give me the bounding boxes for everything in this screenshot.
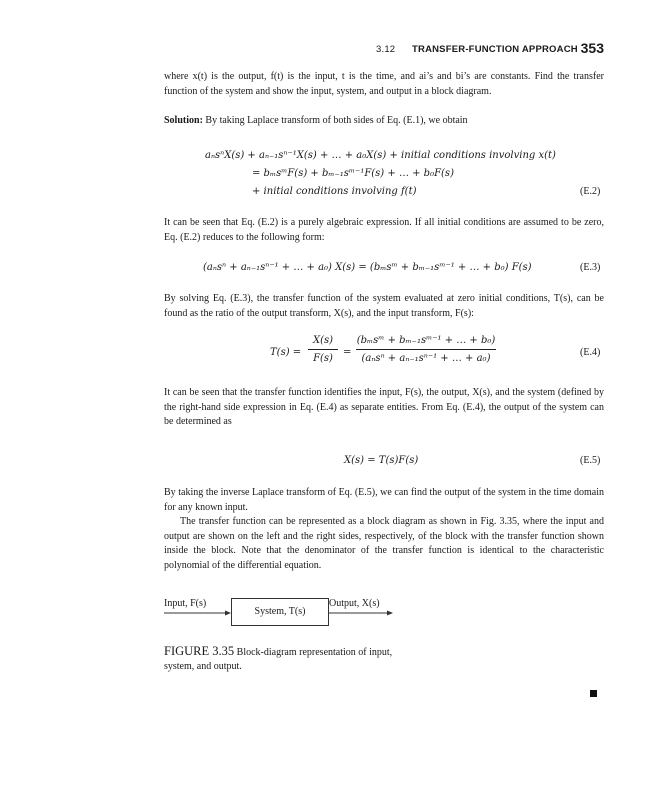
e4-denominator-1: F(s) (313, 353, 333, 364)
paragraph-problem-statement: where x(t) is the output, f(t) is the input, t is the time, and ai’s and bi’s are constants. Find the transfer function of the system and show the input, system, and output in a block diagram. (164, 71, 604, 97)
figure-number: FIGURE 3.35 (164, 644, 235, 658)
paragraph-inverse-laplace: By taking the inverse Laplace transform of Eq. (E.5), we can find the output of the system in the time domain for any known input. (164, 487, 604, 513)
paragraph-solving: By solving Eq. (E.3), the transfer function of the system evaluated at zero initial conditions, T(s), can be found as the ratio of the output transform, X(s), and the input transform, F(s): (164, 293, 604, 319)
equation-number-e5: (E.5) (580, 455, 601, 466)
solution-text: By taking Laplace transform of both sides of Eq. (E.1), we obtain (205, 115, 468, 126)
equation-e2-line3: + initial conditions involving f(t) (252, 186, 417, 197)
running-header (376, 40, 604, 58)
e4-denominator-2: (aₙsⁿ + aₙ₋₁sⁿ⁻¹ + … + a₀) (361, 353, 491, 364)
e4-numerator-2: (bₘsᵐ + bₘ₋₁sᵐ⁻¹ + … + b₀) (356, 335, 496, 346)
input-arrowhead (225, 611, 231, 616)
equation-e5: X(s) = T(s)F(s) (344, 455, 419, 466)
end-of-example-mark (590, 690, 597, 697)
equation-number-e2: (E.2) (580, 186, 601, 197)
output-label: Output, X(s) (329, 598, 380, 609)
page-number: 353 (580, 40, 604, 56)
figure-caption (164, 644, 424, 674)
diagram-arrows (164, 598, 394, 636)
e4-numerator-1: X(s) (312, 335, 334, 346)
e4-fraction-bar-1 (308, 349, 338, 350)
solution-paragraph (164, 114, 604, 129)
section-number: 3.12 (376, 44, 396, 55)
paragraph-identifies: It can be seen that the transfer function identifies the input, F(s), the output, X(s), and the system (defined by the right-hand side expression in Eq. (E.4) as separate entities. From Eq. (E.4), the output of the system can be determined as (164, 387, 604, 427)
figure-caption-text: Block-diagram representation of input, system, and output. (164, 647, 393, 672)
paragraph-algebraic: It can be seen that Eq. (E.2) is a purely algebraic expression. If all initial conditions are assumed to be zero, Eq. (E.2) reduces to the following form: (164, 217, 604, 243)
block-diagram-figure (164, 598, 394, 636)
e4-fraction-bar-2 (356, 349, 496, 350)
equation-e2-line2: = bₘsᵐF(s) + bₘ₋₁sᵐ⁻¹F(s) + … + b₀F(s) (252, 168, 454, 179)
system-block: System, T(s) (231, 598, 329, 626)
equation-e2-line1: aₙsⁿX(s) + aₙ₋₁sⁿ⁻¹X(s) + … + a₀X(s) + initial conditions involving x(t) (205, 150, 556, 161)
equation-number-e3: (E.3) (580, 262, 601, 273)
equation-number-e4: (E.4) (580, 347, 601, 358)
e4-lhs: T(s) = (270, 347, 302, 358)
section-title: TRANSFER-FUNCTION APPROACH (412, 44, 578, 55)
solution-label: Solution: (164, 115, 203, 126)
input-label: Input, F(s) (164, 598, 207, 609)
e4-equals: = (343, 347, 352, 358)
paragraph-block-diagram: The transfer function can be represented as a block diagram as shown in Fig. 3.35, where the input and output are shown on the left and the right sides, respectively, of the block with the transfer function shown inside the block. Note that the denominator of the transfer function is identical to the characteristic polynomial of the differential equation. (164, 516, 604, 571)
equation-e3: (aₙsⁿ + aₙ₋₁sⁿ⁻¹ + … + a₀) X(s) = (bₘsᵐ + bₘ₋₁sᵐ⁻¹ + … + b₀) F(s) (203, 262, 532, 273)
output-arrowhead (387, 611, 393, 616)
